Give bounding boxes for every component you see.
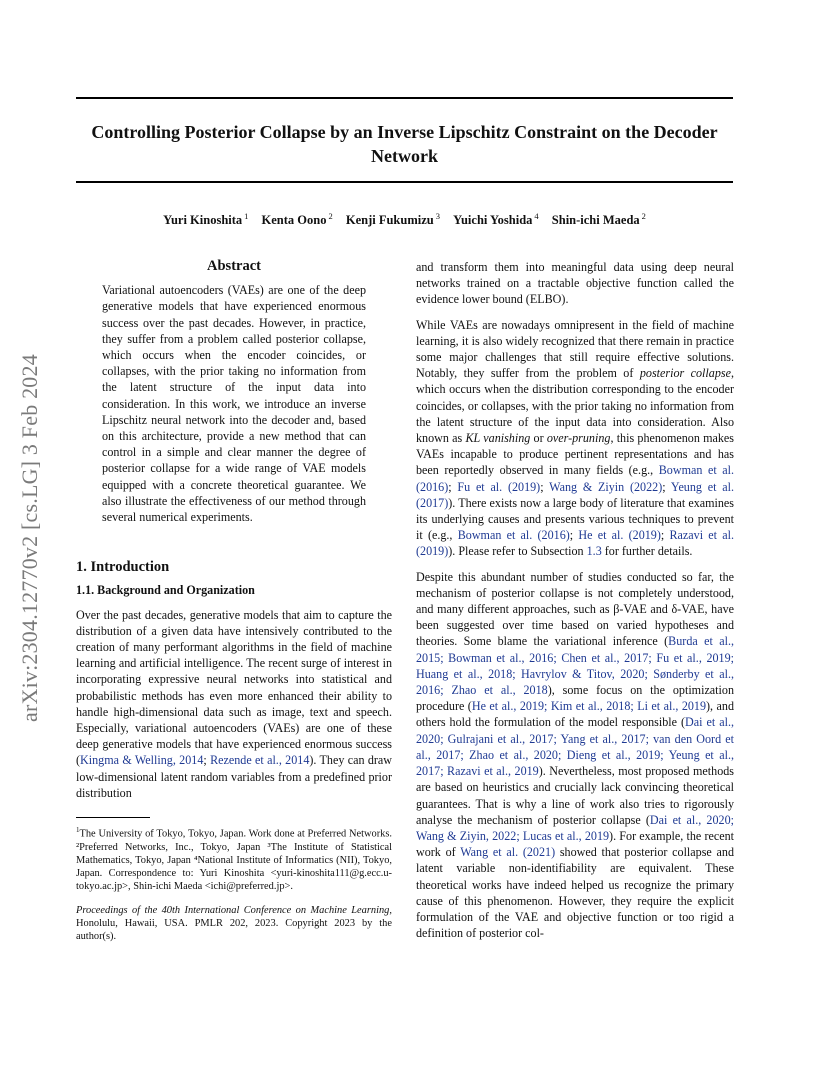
affiliation-footnote: $^1$The University of Tokyo, Tokyo, Japan. Work done at Preferred Networks. ²Preferred Networks, Inc., Tokyo, Japan ³The Institute of Statistical Mathematics, Tokyo, Japan ⁴National Institute of Informatics (NII), Tokyo, Japan. Correspondence to: Yuri Kinoshita <yuri-kinoshita111@g.ecc.u-tokyo.ac.jp>, Shin-ichi Maeda <ichi@preferred.jp>. <box>76 826 392 893</box>
title-top-rule <box>76 97 733 99</box>
author: Yuichi Yoshida $^4$ <box>453 211 539 228</box>
right-column <box>416 259 734 950</box>
abstract-heading: Abstract <box>207 258 261 274</box>
citation-link[interactable]: Wang & Ziyin (2022) <box>549 479 663 494</box>
paper-title: Controlling Posterior Collapse by an Inverse Lipschitz Constraint on the Decoder Network <box>91 122 718 166</box>
author: Kenta Oono $^2$ <box>261 211 333 228</box>
citation-link[interactable]: Rezende et al., 2014 <box>210 753 310 768</box>
subsection-heading: 1.1. Background and Organization <box>76 583 255 598</box>
citation-link[interactable]: Fu et al. (2019) <box>457 479 541 494</box>
arxiv-stamp: arXiv:2304.12770v2 [cs.LG] 3 Feb 2024 <box>17 354 42 722</box>
title-bottom-rule <box>76 181 733 183</box>
citation-link[interactable]: Wang et al. (2021) <box>460 845 556 860</box>
citation-link[interactable]: He et al. (2019) <box>578 528 661 543</box>
paragraph: Despite this abundant number of studies conducted so far, the mechanism of posterior collapse is not completely understood, and many different approaches, such as β-VAE and δ-VAE, have been suggested over time based on varied hypotheses and theories. Some blame the variational inference (Burda et al., 2015; Bowman et al., 2016; Chen et al., 2017; Fu et al., 2019; Huang et al., 2018; Havrylov & Titov, 2020; Sønderby et al., 2016; Zhao et al., 2018), some focus on the optimization procedure (He et al., 2019; Kim et al., 2018; Li et al., 2019), and others hold the formulation of the model responsible (Dai et al., 2020; Gulrajani et al., 2017; Yang et al., 2017; van den Oord et al., 2017; Zhao et al., 2020; Dieng et al., 2019; Yeung et al., 2017; Razavi et al., 2019). Nevertheless, most proposed methods are based on heuristics and crucially lack convincing theoretical guarantees. That is why a line of work also tries to rigorously analyse the mechanism of posterior collapse (Dai et al., 2020; Wang & Ziyin, 2022; Lucas et al., 2019). For example, the recent work of Wang et al. (2021) showed that posterior collapse and latent variable non-identifiability are equivalent. These theoretical works have indeed helped us recognize the primary cause of this phenomenon. However, they require the explicit formulation of the VAE and objective function or too rigid a definition of posterior col- <box>416 569 734 941</box>
citation-link[interactable]: He et al., 2019; Kim et al., 2018; Li et al., 2019 <box>471 699 707 714</box>
citation-link[interactable]: Kingma & Welling, 2014 <box>80 753 204 768</box>
author: Kenji Fukumizu $^3$ <box>345 211 440 228</box>
author: Shin-ichi Maeda $^2$ <box>551 211 646 228</box>
citation-link[interactable]: Burda et al., 2015; Bowman et al., 2016; Chen et al., 2017; Fu et al., 2019; Huang et al., 2018; Havrylov & Titov, 2020; Sønderby et al., 2016; Zhao et al., 2018 <box>416 634 734 698</box>
citation-link[interactable]: Dai et al., 2020; Gulrajani et al., 2017; Yang et al., 2017; van den Oord et al., 2017; Zhao et al., 2020; Dieng et al., 2019; Yeung et al., 2017; Razavi et al., 2019 <box>416 715 734 779</box>
intro-paragraph: Over the past decades, generative models that aim to capture the distribution of a given data have intensively contributed to the creation of many performant algorithms in the field of machine learning and artificial intelligence. The recent surge of interest in incorporating expressive neural networks into statistical and probabilistic methods has even more enhanced their ability to handle high-dimensional data such as image, text and speech. Especially, variational autoencoders (VAEs) are one of these deep generative models that have experienced enormous success (Kingma & Welling, 2014; Rezende et al., 2014). They can draw low-dimensional latent random variables from a predefined prior distribution <box>76 607 392 800</box>
left-column <box>76 258 392 943</box>
author-list <box>76 211 733 228</box>
author: Yuri Kinoshita $^1$ <box>163 211 249 228</box>
section-ref-link[interactable]: 1.3 <box>586 544 602 559</box>
abstract-text: Variational autoencoders (VAEs) are one of the deep generative models that have experienced enormous success over the past decades. However, in practice, they suffer from a problem called posterior collapse, which occurs when the encoder coincides, or collapses, with the prior taking no information from the latent structure of the input data into consideration. In this work, we introduce an inverse Lipschitz neural network into the decoder and, based on this architecture, provide a new method that can control in a simple and clear manner the degree of posterior collapse for a wide range of VAE models equipped with a concrete theoretical guarantee. We also illustrate the effectiveness of our method through several numerical experiments. <box>102 283 366 525</box>
footnote-rule <box>76 817 150 818</box>
proceedings-note: Proceedings of the 40th International Conference on Machine Learning, Honolulu, Hawaii, USA. PMLR 202, 2023. Copyright 2023 by the author(s). <box>76 904 392 942</box>
citation-link[interactable]: Razavi et al. (2019) <box>416 528 734 559</box>
section-heading: 1. Introduction <box>76 559 170 576</box>
citation-link[interactable]: Yeung et al. (2017) <box>416 479 734 510</box>
paragraph: While VAEs are nowadays omnipresent in the field of machine learning, it is also widely recognized that there remain in practice some major challenges that still require effective solutions. Notably, they suffer from the problem of posterior collapse, which occurs when the distribution corresponding to the encoder coincides, or collapses, with the prior taking no information from the latent structure of the input data into consideration. Also known as KL vanishing or over-pruning, this phenomenon makes VAEs incapable to produce pertinent representations and has been reportedly observed in many fields (e.g., Bowman et al. (2016); Fu et al. (2019); Wang & Ziyin (2022); Yeung et al. (2017)). There exists now a large body of literature that examines its underlying causes and presents various techniques to prevent it (e.g., Bowman et al. (2016); He et al. (2019); Razavi et al. (2019)). Please refer to Subsection 1.3 for further details. <box>416 317 734 559</box>
paragraph: and transform them into meaningful data using deep neural networks trained on a tractable objective function called the evidence lower bound (ELBO). <box>416 260 734 307</box>
citation-link[interactable]: Bowman et al. (2016) <box>457 528 570 543</box>
citation-link[interactable]: Dai et al., 2020; Wang & Ziyin, 2022; Lucas et al., 2019 <box>416 812 734 843</box>
citation-link[interactable]: Bowman et al. (2016) <box>416 463 734 494</box>
